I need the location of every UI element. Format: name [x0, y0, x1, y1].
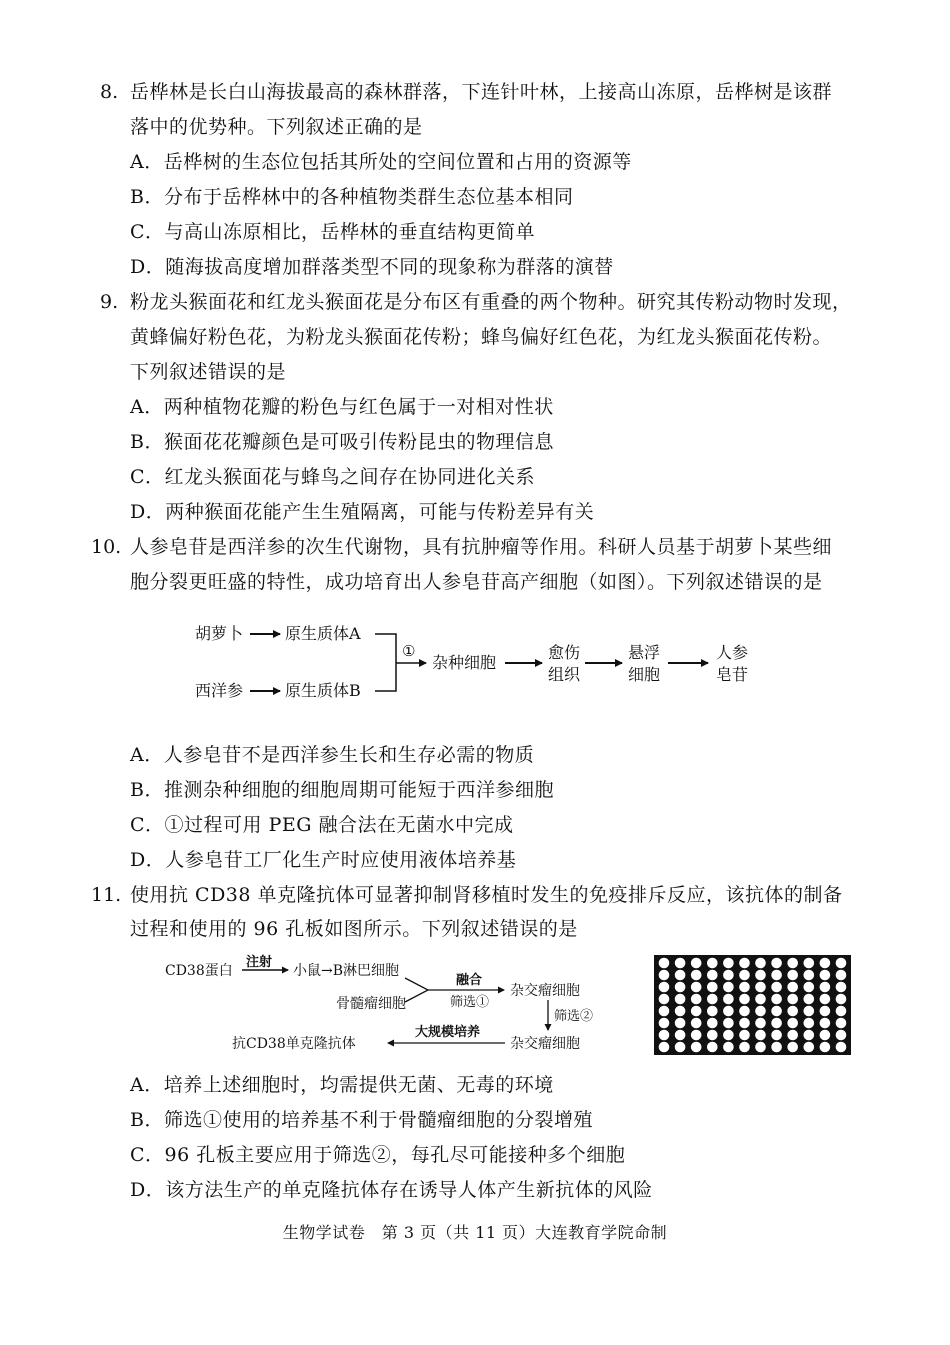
plate-well — [691, 1018, 702, 1029]
question-number: 11. — [91, 884, 122, 906]
plate-well — [723, 1018, 734, 1029]
plate-well — [707, 1006, 718, 1017]
plate-well — [723, 970, 734, 981]
bracket — [405, 978, 428, 1002]
option-a: A．培养上述细胞时，均需提供无菌、无毒的环境 — [130, 1074, 554, 1096]
option-d: D．该方法生产的单克隆抗体存在诱导人体产生新抗体的风险 — [130, 1179, 653, 1201]
plate-well — [771, 994, 782, 1005]
plate-well — [723, 1030, 734, 1041]
plate-well — [723, 1042, 734, 1053]
plate-well — [820, 1042, 831, 1053]
plate-well — [675, 958, 686, 969]
option-b: B．推测杂种细胞的细胞周期可能短于西洋参细胞 — [130, 779, 554, 801]
plate-well — [820, 1006, 831, 1017]
plate-well — [739, 1030, 750, 1041]
plate-well — [691, 1006, 702, 1017]
question-stem: 粉龙头猴面花和红龙头猴面花是分布区有重叠的两个物种。研究其传粉动物时发现， — [130, 291, 852, 313]
mouse-bcell-label: 小鼠→B淋巴细胞 — [293, 963, 400, 979]
protoplast-b-label: 原生质体B — [285, 681, 361, 700]
plate-well — [836, 958, 847, 969]
plate-well — [804, 994, 815, 1005]
page-footer: 生物学试卷 第 3 页（共 11 页）大连教育学院命制 — [282, 1223, 668, 1242]
option-d: D．随海拔高度增加群落类型不同的现象称为群落的演替 — [130, 256, 614, 278]
screen-1-label: 筛选① — [450, 995, 490, 1010]
question-number: 10. — [91, 536, 122, 558]
plate-well — [691, 958, 702, 969]
plate-well — [755, 958, 766, 969]
plate-well — [675, 1006, 686, 1017]
step-1-label: ① — [402, 642, 416, 660]
plate-well — [691, 1030, 702, 1041]
option-b: B．分布于岳桦林中的各种植物类群生态位基本相同 — [130, 186, 574, 208]
plate-well — [659, 1018, 670, 1029]
plate-well — [755, 1018, 766, 1029]
myeloma-label: 骨髓瘤细胞 — [336, 996, 406, 1012]
plate-well — [804, 1030, 815, 1041]
plate-well — [771, 970, 782, 981]
plate-well — [804, 1006, 815, 1017]
plate-well — [804, 970, 815, 981]
plate-well — [659, 994, 670, 1005]
plate-well — [787, 1030, 798, 1041]
plate-well — [836, 1030, 847, 1041]
question-stem: 下列叙述错误的是 — [130, 361, 287, 383]
screen-2-label: 筛选② — [554, 1009, 594, 1024]
plate-well — [755, 994, 766, 1005]
plate-well — [771, 1030, 782, 1041]
option-b: B．筛选①使用的培养基不利于骨髓瘤细胞的分裂增殖 — [130, 1109, 593, 1131]
plate-well — [771, 1042, 782, 1053]
plate-well — [787, 1006, 798, 1017]
plate-well — [787, 1018, 798, 1029]
plate-well — [787, 970, 798, 981]
plate-well — [787, 1042, 798, 1053]
question-stem: 胞分裂更旺盛的特性，成功培育出人参皂苷高产细胞（如图）。下列叙述错误的是 — [130, 571, 823, 593]
option-d: D．人参皂苷工厂化生产时应使用液体培养基 — [130, 849, 517, 871]
option-a: A．岳桦树的生态位包括其所处的空间位置和占用的资源等 — [130, 151, 632, 173]
plate-well — [755, 1042, 766, 1053]
plate-well — [659, 1006, 670, 1017]
plate-well — [707, 958, 718, 969]
plate-well — [820, 1018, 831, 1029]
plate-well — [755, 970, 766, 981]
plate-well — [723, 958, 734, 969]
plate-well — [836, 1006, 847, 1017]
monoclonal-antibody-diagram — [160, 950, 640, 1060]
inject-label: 注射 — [246, 955, 273, 970]
plate-well — [659, 1042, 670, 1053]
plate-well — [659, 1030, 670, 1041]
option-c: C．与高山冻原相比，岳桦林的垂直结构更简单 — [130, 221, 536, 243]
plate-well — [659, 958, 670, 969]
plate-well — [739, 970, 750, 981]
plate-well — [691, 1042, 702, 1053]
question-stem: 落中的优势种。下列叙述正确的是 — [130, 116, 423, 138]
plate-well — [836, 970, 847, 981]
plate-well — [691, 994, 702, 1005]
hybridoma-label: 杂交瘤细胞 — [510, 1036, 580, 1052]
fusion-label: 融合 — [456, 973, 483, 988]
plate-well — [820, 970, 831, 981]
plate-well — [739, 1018, 750, 1029]
plate-well — [836, 1042, 847, 1053]
bracket — [375, 634, 396, 691]
plate-well — [707, 970, 718, 981]
plate-well — [691, 982, 702, 993]
plate-well — [659, 982, 670, 993]
plate-well — [787, 982, 798, 993]
plate-well — [723, 982, 734, 993]
plate-well — [707, 994, 718, 1005]
ginsenoside-label: 人参 — [716, 643, 749, 662]
plate-well — [804, 1018, 815, 1029]
plate-well — [707, 982, 718, 993]
option-d: D．两种猴面花能产生生殖隔离，可能与传粉差异有关 — [130, 501, 595, 523]
plate-well — [675, 1018, 686, 1029]
option-b: B．猴面花花瓣颜色是可吸引传粉昆虫的物理信息 — [130, 431, 554, 453]
large-scale-label: 大规模培养 — [415, 1025, 481, 1040]
question-number: 9. — [100, 291, 119, 313]
suspension-cell-label: 悬浮 — [628, 643, 661, 662]
callus-label: 组织 — [548, 665, 581, 684]
plate-well — [820, 982, 831, 993]
question-number: 8. — [100, 81, 119, 103]
question-stem: 使用抗 CD38 单克隆抗体可显著抑制肾移植时发生的免疫排斥反应，该抗体的制备 — [130, 884, 843, 906]
plate-well — [771, 1006, 782, 1017]
plate-well — [755, 1030, 766, 1041]
plate-well — [675, 1042, 686, 1053]
plate-well — [755, 1006, 766, 1017]
option-a: A．两种植物花瓣的粉色与红色属于一对相对性状 — [130, 396, 554, 418]
protoplast-fusion-diagram — [0, 612, 950, 732]
plate-well — [675, 994, 686, 1005]
plate-well — [804, 958, 815, 969]
plate-well — [820, 994, 831, 1005]
plate-well — [659, 970, 670, 981]
antibody-label: 抗CD38单克隆抗体 — [232, 1036, 356, 1052]
plate-well — [787, 958, 798, 969]
plate-well — [739, 982, 750, 993]
option-c: C．①过程可用 PEG 融合法在无菌水中完成 — [130, 814, 514, 836]
plate-well — [739, 958, 750, 969]
plate-well — [804, 1042, 815, 1053]
callus-label: 愈伤 — [548, 643, 581, 662]
ginseng-label: 西洋参 — [195, 681, 244, 700]
question-stem: 岳桦林是长白山海拔最高的森林群落，下连针叶林，上接高山冻原，岳桦树是该群 — [130, 81, 833, 103]
plate-well — [755, 982, 766, 993]
plate-well — [739, 1042, 750, 1053]
plate-well — [707, 1018, 718, 1029]
plate-well — [836, 1018, 847, 1029]
plate-well — [820, 1030, 831, 1041]
option-a: A．人参皂苷不是西洋参生长和生存必需的物质 — [130, 744, 535, 766]
hybrid-cell-label: 杂种细胞 — [432, 653, 497, 672]
question-stem: 人参皂苷是西洋参的次生代谢物，具有抗肿瘤等作用。科研人员基于胡萝卜某些细 — [130, 536, 833, 558]
question-stem: 黄蜂偏好粉色花，为粉龙头猴面花传粉；蜂鸟偏好红色花，为红龙头猴面花传粉。 — [130, 326, 833, 348]
hybridoma-label: 杂交瘤细胞 — [510, 983, 580, 999]
option-c: C．红龙头猴面花与蜂鸟之间存在协同进化关系 — [130, 466, 536, 488]
plate-well — [723, 994, 734, 1005]
plate-well — [723, 1006, 734, 1017]
plate-well — [771, 958, 782, 969]
plate-well — [675, 982, 686, 993]
plate-well — [675, 970, 686, 981]
plate-well — [771, 1018, 782, 1029]
plate-well — [739, 1006, 750, 1017]
plate-well — [820, 958, 831, 969]
plate-well — [787, 994, 798, 1005]
carrot-label: 胡萝卜 — [195, 624, 244, 643]
plate-well — [836, 982, 847, 993]
plate-well — [707, 1042, 718, 1053]
plate-well — [691, 970, 702, 981]
plate-well — [804, 982, 815, 993]
plate-well — [707, 1030, 718, 1041]
protoplast-a-label: 原生质体A — [285, 624, 361, 643]
option-c: C．96 孔板主要应用于筛选②，每孔尽可能接种多个细胞 — [130, 1144, 626, 1166]
question-stem: 过程和使用的 96 孔板如图所示。下列叙述错误的是 — [130, 918, 578, 940]
plate-well — [836, 994, 847, 1005]
suspension-cell-label: 细胞 — [628, 665, 661, 684]
antigen-label: CD38蛋白 — [165, 963, 233, 979]
plate-well — [675, 1030, 686, 1041]
ginsenoside-label: 皂苷 — [716, 665, 749, 684]
96-well-plate — [654, 955, 851, 1055]
plate-well — [739, 994, 750, 1005]
plate-well — [771, 982, 782, 993]
